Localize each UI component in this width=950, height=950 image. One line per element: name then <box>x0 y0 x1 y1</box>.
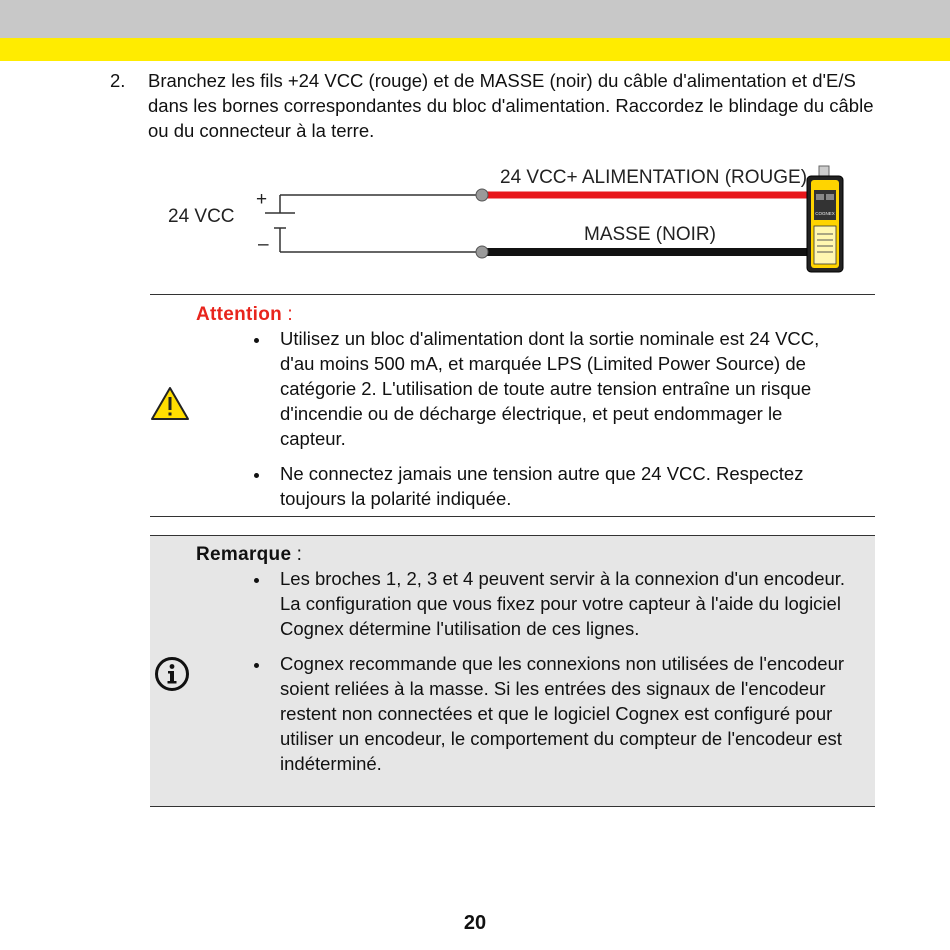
caution-title-colon: : <box>282 304 293 325</box>
step-number: 2. <box>110 70 126 91</box>
battery-symbol <box>265 195 480 252</box>
wiring-diagram <box>150 160 870 285</box>
caution-item-text: Ne connectez jamais une tension autre que 24 VCC. Respectez toujours la polarité indiquée. <box>280 463 804 509</box>
warning-triangle-icon <box>150 386 190 422</box>
red-wire-label: 24 VCC+ ALIMENTATION (ROUGE) <box>500 167 808 188</box>
caution-top-rule <box>150 294 875 295</box>
page-number: 20 <box>463 912 487 934</box>
caution-bottom-rule <box>150 516 875 517</box>
black-wire-label: MASSE (NOIR) <box>584 224 716 245</box>
minus-sign: – <box>258 234 269 255</box>
note-item-text: Cognex recommande que les connexions non utilisées de l'encodeur soient reliées à la masse. Si les entrées des signaux de l'encodeur restent non connectées et que le logiciel Cognex est configuré pour utiliser un encodeur, le comportement du compteur de l'encodeur est indéterminé. <box>280 653 845 774</box>
bullet-dot <box>254 338 259 343</box>
caution-title <box>196 304 293 326</box>
note-bottom-rule <box>150 806 875 807</box>
black-wire-terminal <box>476 246 488 258</box>
note-title-text: Remarque <box>196 544 292 565</box>
supply-label: 24 VCC <box>168 206 235 227</box>
caution-list <box>250 326 830 521</box>
bullet-dot <box>254 663 259 668</box>
caution-title-text: Attention <box>196 304 283 325</box>
wiring-diagram-svg <box>150 160 870 285</box>
note-title-colon: : <box>291 544 302 565</box>
info-circle-icon <box>154 656 190 692</box>
list-item <box>250 326 830 451</box>
bullet-dot <box>254 473 259 478</box>
header-yellow-band <box>0 38 950 61</box>
note-list <box>250 566 850 786</box>
sensor-device <box>807 166 843 272</box>
bullet-dot <box>254 578 259 583</box>
list-item <box>250 461 830 511</box>
note-box <box>150 536 875 806</box>
note-item-text: Les broches 1, 2, 3 et 4 peuvent servir à la connexion d'un encodeur. La configuration que vous fixez pour votre capteur à l'aide du logiciel Cognex détermine l'utilisation de ces lignes. <box>280 568 846 639</box>
header-grey-band <box>0 0 950 38</box>
list-item <box>250 566 850 641</box>
caution-item-text: Utilisez un bloc d'alimentation dont la sortie nominale est 24 VCC, d'au moins 500 mA, et marquée LPS (Limited Power Source) de catégorie 2. L'utilisation de toute autre tension entraîne un risque d'incendie ou de décharge électrique, et peut endommager le capteur. <box>280 328 820 449</box>
step-text: Branchez les fils +24 VCC (rouge) et de MASSE (noir) du câble d'alimentation et d'E/S dans les bornes correspondantes du bloc d'alimentation. Raccordez le blindage du câble ou du connecteur à la terre. <box>148 70 874 141</box>
red-wire-terminal <box>476 189 488 201</box>
plus-sign: + <box>256 189 268 210</box>
list-item <box>250 651 850 776</box>
device-logo: COGNEX <box>815 211 835 216</box>
note-title <box>196 544 302 566</box>
caution-box <box>150 296 875 516</box>
